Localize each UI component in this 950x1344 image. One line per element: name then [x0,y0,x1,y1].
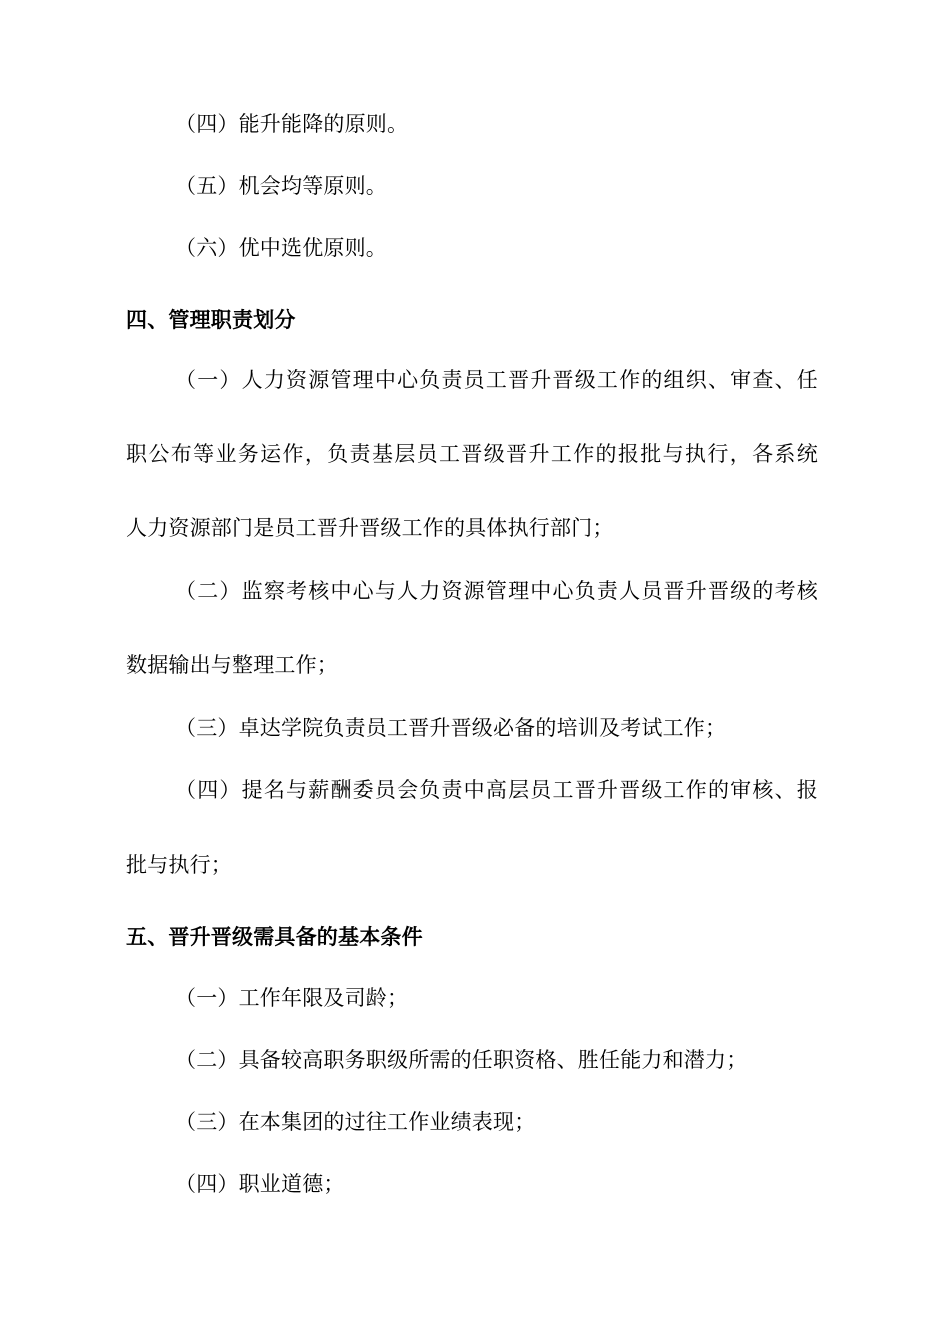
section-5-item-3: （三）在本集团的过往工作业绩表现； [175,1110,536,1134]
section-4-item-1-line-3: 人力资源部门是员工晋升晋级工作的具体执行部门； [126,516,614,540]
principle-6: （六）优中选优原则。 [175,236,387,260]
section-4-heading: 四、管理职责划分 [126,308,296,332]
section-4-item-4-line-1: （四）提名与薪酬委员会负责中高层员工晋升晋级工作的审核、报 [175,778,818,802]
section-4-item-1-line-2: 职公布等业务运作，负责基层员工晋级晋升工作的报批与执行，各系统 [126,442,818,466]
section-4-item-1-line-1: （一）人力资源管理中心负责员工晋升晋级工作的组织、审查、任 [175,368,818,392]
section-5-item-4: （四）职业道德； [175,1172,345,1196]
principle-5: （五）机会均等原则。 [175,174,387,198]
section-4-item-4-line-2: 批与执行； [126,853,232,877]
section-4-item-3: （三）卓达学院负责员工晋升晋级必备的培训及考试工作； [175,716,727,740]
section-5-item-2: （二）具备较高职务职级所需的任职资格、胜任能力和潜力； [175,1048,748,1072]
section-5-item-1: （一）工作年限及司龄； [175,986,409,1010]
section-5-heading: 五、晋升晋级需具备的基本条件 [126,925,423,949]
section-4-item-2-line-2: 数据输出与整理工作； [126,653,338,677]
section-4-item-2-line-1: （二）监察考核中心与人力资源管理中心负责人员晋升晋级的考核 [175,579,818,603]
principle-4: （四）能升能降的原则。 [175,112,409,136]
